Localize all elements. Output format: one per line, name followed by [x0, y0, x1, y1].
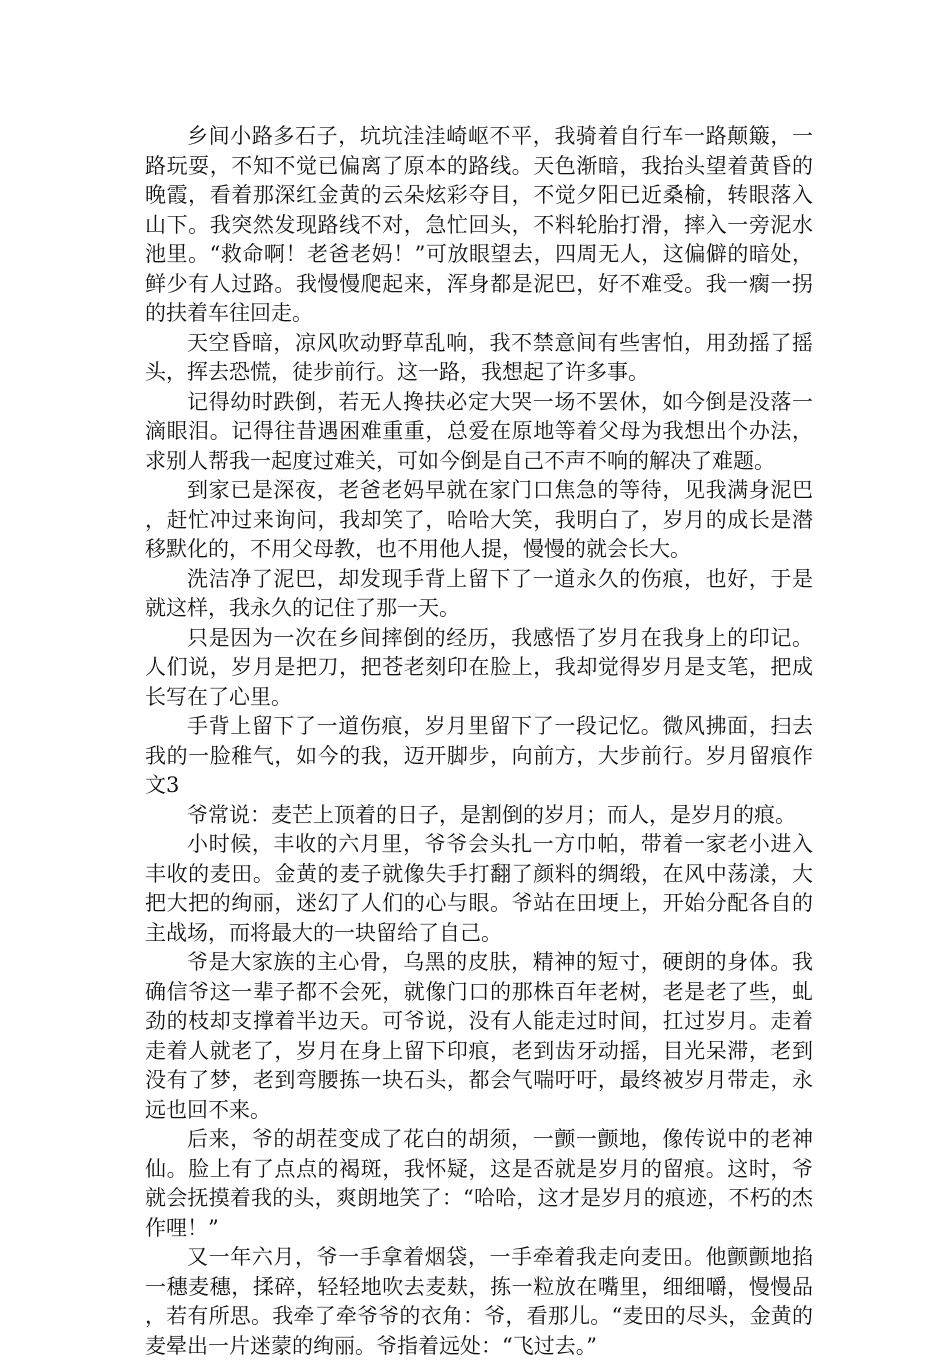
paragraph-7: 手背上留下了一道伤痕，岁月里留下了一段记忆。微风拂面，扫去我的一脸稚气，如今的我，迈开脚步，向前方，大步前行。岁月留痕作文3 — [145, 714, 813, 797]
paragraph-9: 小时候，丰收的六月里，爷爷会头扎一方巾帕，带着一家老小进入丰收的麦田。金黄的麦子就像失手打翻了颜料的绸缎，在风中荡漾，大把大把的绚丽，迷幻了人们的心与眼。爷站在田埂上，开始分配各自的主战场，而将最大的一块留给了自己。 — [145, 832, 813, 945]
paragraph-4: 到家已是深夜，老爸老妈早就在家门口焦急的等待，见我满身泥巴，赶忙冲过来询问，我却笑了，哈哈大笑，我明白了，岁月的成长是潜移默化的，不用父母教，也不用他人提，慢慢的就会长大。 — [145, 478, 813, 561]
paragraph-12: 又一年六月，爷一手拿着烟袋，一手牵着我走向麦田。他颤颤地掐一穗麦穗，揉碎，轻轻地吹去麦麸，拣一粒放在嘴里，细细嚼，慢慢品，若有所思。我牵了牵爷爷的衣角：爷，看那儿。“麦田的尽头，金黄的麦晕出一片迷蒙的绚丽。爷指着远处：“飞过去。” — [145, 1245, 813, 1358]
paragraph-11: 后来，爷的胡茬变成了花白的胡须，一颤一颤地，像传说中的老神仙。脸上有了点点的褐斑，我怀疑，这是否就是岁月的留痕。这时，爷就会抚摸着我的头，爽朗地笑了：“哈哈，这才是岁月的痕迹，不朽的杰作哩！” — [145, 1127, 813, 1240]
paragraph-2: 天空昏暗，凉风吹动野草乱响，我不禁意间有些害怕，用劲摇了摇头，挥去恐慌，徒步前行。这一路，我想起了许多事。 — [145, 330, 813, 384]
paragraph-6: 只是因为一次在乡间摔倒的经历，我感悟了岁月在我身上的印记。人们说，岁月是把刀，把苍老刻印在脸上，我却觉得岁月是支笔，把成长写在了心里。 — [145, 625, 813, 709]
paragraph-5: 洗洁净了泥巴，却发现手背上留下了一道永久的伤痕，也好，于是就这样，我永久的记住了那一天。 — [145, 566, 813, 620]
essay-body — [145, 122, 813, 1361]
paragraph-3: 记得幼时跌倒，若无人搀扶必定大哭一场不罢休，如今倒是没落一滴眼泪。记得往昔遇困难重重，总爱在原地等着父母为我想出个办法，求别人帮我一起度过难关，可如今倒是自己不声不响的解决了难题。 — [145, 389, 813, 473]
paragraph-10: 爷是大家族的主心骨，乌黑的皮肤，精神的短寸，硬朗的身体。我确信爷这一辈子都不会死，就像门口的那株百年老树，老是老了些，虬劲的枝却支撑着半边天。可爷说，没有人能走过时间，扛过岁月。走着走着人就老了，岁月在身上留下印痕，老到齿牙动摇，目光呆滞，老到没有了梦，老到弯腰拣一块石头，都会气喘吁吁，最终被岁月带走，永远也回不来。 — [145, 950, 813, 1122]
paragraph-1: 乡间小路多石子，坑坑洼洼崎岖不平，我骑着自行车一路颠簸，一路玩耍，不知不觉已偏离了原本的路线。天色渐暗，我抬头望着黄昏的晚霞，看着那深红金黄的云朵炫彩夺目，不觉夕阳已近桑榆，转眼落入山下。我突然发现路线不对，急忙回头，不料轮胎打滑，摔入一旁泥水池里。“救命啊！老爸老妈！”可放眼望去，四周无人，这偏僻的暗处，鲜少有人过路。我慢慢爬起来，浑身都是泥巴，好不难受。我一瘸一拐的扶着车往回走。 — [145, 124, 813, 325]
paragraph-8: 爷常说：麦芒上顶着的日子，是割倒的岁月；而人，是岁月的痕。 — [187, 802, 796, 827]
